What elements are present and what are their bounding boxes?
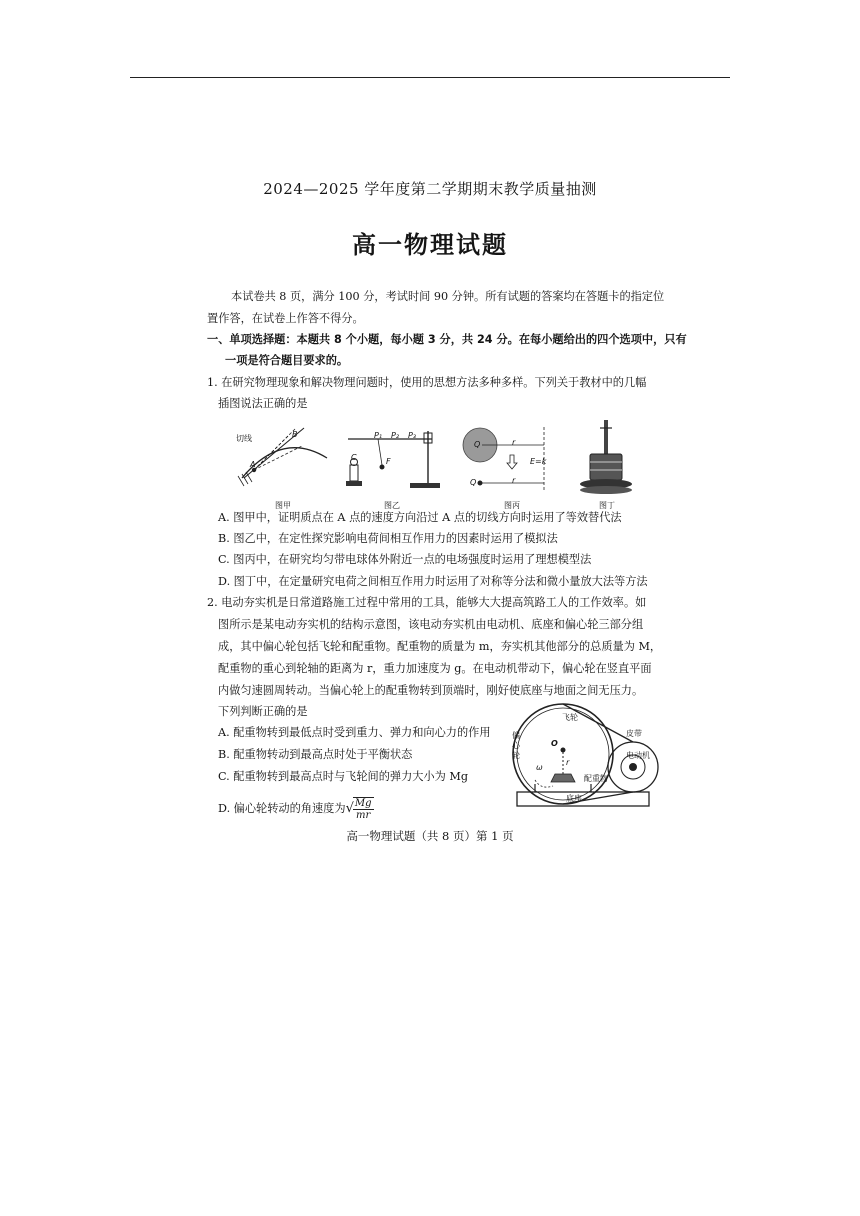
exam-title: 高一物理试题 — [352, 231, 508, 259]
q2-stem-line-4: 配重物的重心到轮轴的距离为 r，重力加速度为 g。在电动机带动下，偏心轮在竖直平面 — [218, 662, 652, 675]
fraction-denominator: mr — [356, 810, 371, 821]
q2-stem-line-1: 2. 电动夯实机是日常道路施工过程中常用的工具，能够大大提高筑路工人的工作效率。如 — [207, 596, 647, 609]
q1-option-a: A. 图甲中，证明质点在 A 点的速度方向沿过 A 点的切线方向时运用了等效替代法 — [218, 511, 622, 524]
fig-q2-r-label: r — [566, 758, 570, 767]
fig-q2-flywheel-label: 飞轮 — [562, 713, 578, 722]
fig-yi-p2: P₂ — [391, 431, 400, 440]
sqrt-icon: √ — [345, 801, 354, 816]
fig-jia-point-b: B — [292, 430, 298, 439]
figure-jia — [232, 420, 332, 498]
top-rule — [130, 77, 730, 78]
fig-bing-q-small: Q — [470, 478, 477, 487]
fig-bing-q-big: Q — [474, 440, 481, 449]
q1-option-d: D. 图丁中，在定量研究电荷之间相互作用力时运用了对称等分法和微小量放大法等方法 — [218, 575, 648, 588]
fig-yi-caption: 图乙 — [384, 501, 400, 510]
q2-option-b: B. 配重物转动到最高点时处于平衡状态 — [218, 748, 413, 761]
q1-stem-line-2: 插图说法正确的是 — [218, 397, 308, 410]
q2-option-c: C. 配重物转到最高点时与飞轮间的弹力大小为 Mg — [218, 770, 469, 783]
sqrt-radicand — [353, 797, 374, 821]
fig-q2-eccentric-1: 偏 — [512, 731, 520, 740]
section-heading-line-1: 一、单项选择题：本题共 8 个小题，每小题 3 分，共 24 分。在每小题给出的四个选项中，只有 — [207, 333, 687, 346]
figure-ding — [578, 418, 634, 498]
fig-yi-p3: P₃ — [408, 431, 417, 440]
q2-stem-line-5: 内做匀速圆周转动。当偏心轮上的配重物转到顶端时，刚好使底座与地面之间无压力。 — [218, 684, 644, 697]
fig-bing-caption: 图丙 — [504, 501, 520, 510]
fig-yi-p1: P₁ — [374, 431, 383, 440]
fig-q2-eccentric-3: 轮 — [512, 751, 520, 760]
fig-jia-tangent-label: 切线 — [236, 434, 252, 443]
q2-option-d-prefix: D. 偏心轮转动的角速度为 — [218, 802, 346, 815]
fig-jia-point-a: A — [250, 460, 256, 469]
fig-bing-field-formula: E=k — [530, 457, 547, 466]
q2-option-a: A. 配重物转到最低点时受到重力、弹力和向心力的作用 — [218, 726, 491, 739]
instructions-line-1: 本试卷共 8 页，满分 100 分，考试时间 90 分钟。所有试题的答案均在答题卡的指定位 — [231, 290, 665, 303]
exam-subtitle: 2024—2025 学年度第二学期期末教学质量抽测 — [263, 180, 597, 198]
fig-q2-counterweight-label: 配重物 — [584, 774, 608, 783]
instructions-line-2: 置作答，在试卷上作答不得分。 — [207, 312, 364, 325]
fig-q2-eccentric-2: 心 — [512, 741, 520, 750]
fig-q2-o-label: O — [551, 739, 558, 748]
fig-q2-belt-label: 皮带 — [626, 729, 642, 738]
section-heading-line-2: 一项是符合题目要求的。 — [225, 354, 349, 367]
fraction-numerator: Mg — [354, 798, 372, 809]
q1-option-c: C. 图丙中，在研究均匀带电球体外附近一点的电场强度时运用了理想模型法 — [218, 553, 592, 566]
fraction — [353, 798, 374, 821]
fig-q2-omega-label: ω — [536, 763, 543, 772]
q1-stem-line-1: 1. 在研究物理现象和解决物理问题时，使用的思想方法多种多样。下列关于教材中的几幅 — [207, 376, 647, 389]
fig-yi-c: C — [351, 453, 357, 462]
q1-option-b: B. 图乙中，在定性探究影响电荷间相互作用力的因素时运用了模拟法 — [218, 532, 558, 545]
fig-ding-caption: 图丁 — [599, 501, 615, 510]
fig-jia-caption: 图甲 — [275, 501, 291, 510]
q2-option-d — [218, 797, 374, 821]
fig-yi-f: F — [386, 457, 391, 466]
fig-q2-base-label: 底座 — [566, 794, 582, 803]
fig-q2-motor-label: 电动机 — [626, 751, 650, 760]
fig-bing-r-bottom: r — [512, 476, 516, 485]
fig-bing-r-top: r — [512, 438, 516, 447]
page-footer: 高一物理试题（共 8 页）第 1 页 — [346, 829, 514, 843]
q2-stem-line-6: 下列判断正确的是 — [218, 705, 308, 718]
q2-stem-line-3: 成，其中偏心轮包括飞轮和配重物。配重物的质量为 m，夯实机其他部分的总质量为 M， — [218, 640, 662, 653]
q2-stem-line-2: 图所示是某电动夯实机的结构示意图，该电动夯实机由电动机、底座和偏心轮三部分组 — [218, 618, 644, 631]
